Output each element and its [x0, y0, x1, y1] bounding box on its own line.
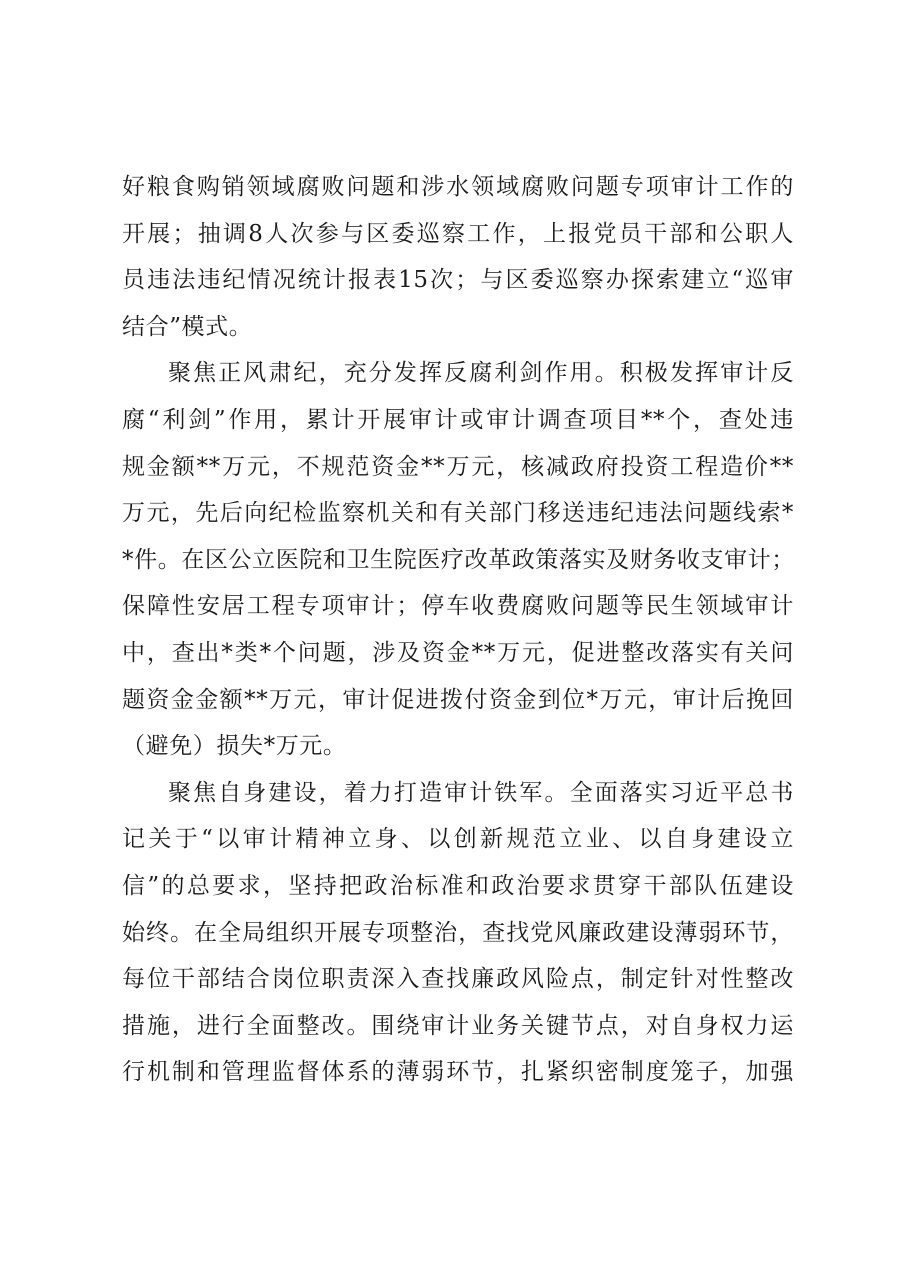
- text-line: 记关于“以审计精神立身、以创新规范立业、以自身建设立: [122, 826, 794, 853]
- text-line: 中，查出*类*个问题，涉及资金**万元，促进整改落实有关问: [122, 639, 794, 666]
- document-body: [122, 164, 794, 1096]
- text-line: 好粮食购销领域腐败问题和涉水领域腐败问题专项审计工作的: [122, 174, 794, 200]
- paragraph-1: [122, 164, 794, 350]
- text-line: 行机制和管理监督体系的薄弱环节，扎紧织密制度笼子，加强: [122, 1059, 794, 1086]
- text-line: *件。在区公立医院和卫生院医疗改革政策落实及财务收支审计；: [122, 546, 795, 573]
- text-line: 措施，进行全面整改。围绕审计业务关键节点，对自身权力运: [122, 1012, 794, 1039]
- text-line: 规金额**万元，不规范资金**万元，核减政府投资工程造价**: [122, 453, 794, 480]
- text-line: 保障性安居工程专项审计；停车收费腐败问题等民生领域审计: [122, 593, 794, 620]
- text-line: 每位干部结合岗位职责深入查找廉政风险点，制定针对性整改: [122, 966, 794, 993]
- text-line: 结合”模式。: [122, 313, 253, 340]
- text-line: 腐“利剑”作用，累计开展审计或审计调查项目**个，查处违: [122, 406, 794, 433]
- text-line: 开展；抽调8人次参与区委巡察工作，上报党员干部和公职人: [122, 220, 794, 247]
- text-line: 员违法违纪情况统计报表15次；与区委巡察办探索建立“巡审: [122, 267, 794, 294]
- text-line: （避免）损失*万元。: [122, 733, 347, 760]
- text-line: 聚焦自身建设，着力打造审计铁军。全面落实习近平总书: [168, 779, 794, 806]
- text-line: 始终。在全局组织开展专项整治，查找党风廉政建设薄弱环节，: [122, 919, 794, 946]
- paragraph-2: [122, 350, 794, 769]
- text-line: 信”的总要求，坚持把政治标准和政治要求贯穿干部队伍建设: [122, 872, 794, 899]
- text-line: 聚焦正风肃纪，充分发挥反腐利剑作用。积极发挥审计反: [168, 360, 794, 387]
- paragraph-3: [122, 770, 794, 1096]
- text-line: 题资金金额**万元，审计促进拨付资金到位*万元，审计后挽回: [122, 686, 794, 713]
- text-line: 万元，先后向纪检监察机关和有关部门移送违纪违法问题线索*: [122, 500, 794, 527]
